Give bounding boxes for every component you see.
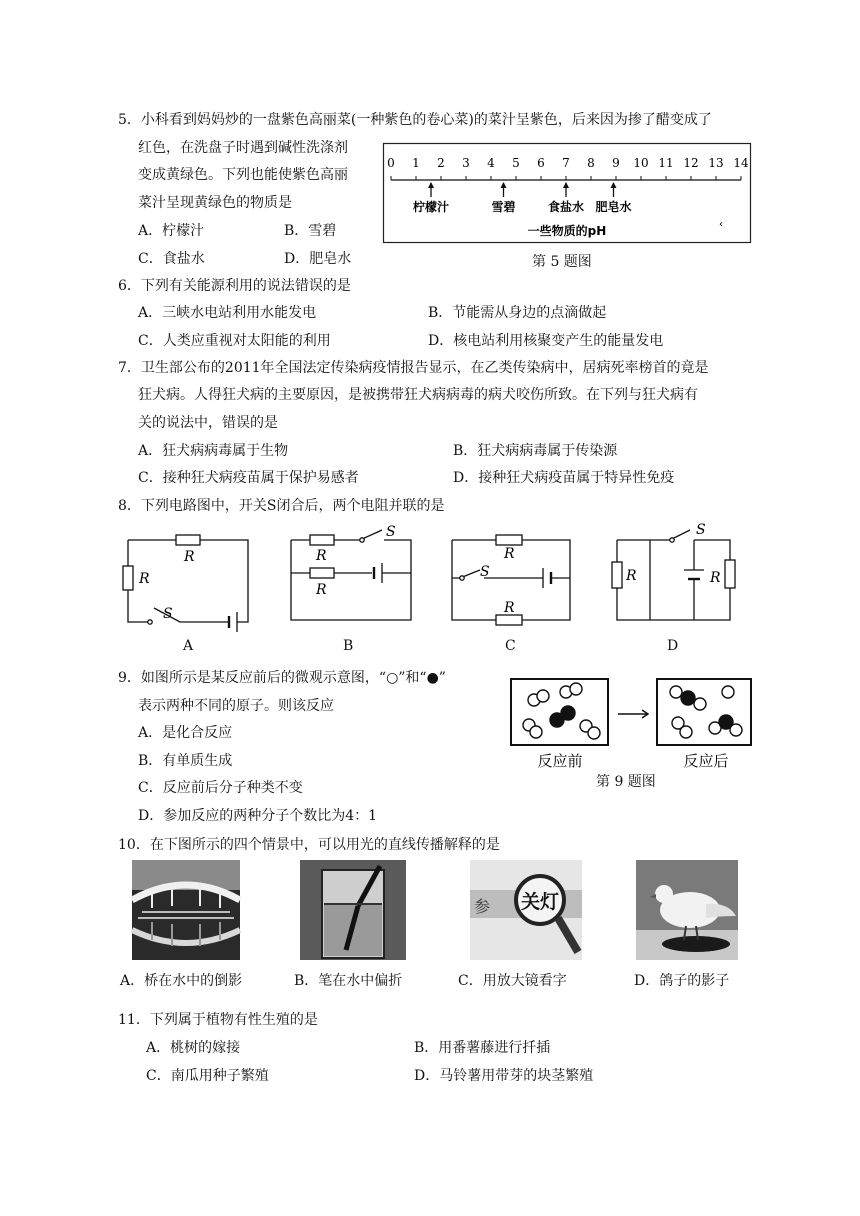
circuit-c-label: C (505, 638, 516, 654)
photo-bridge-reflection (132, 860, 240, 960)
reaction-after-label: 反应后 (683, 752, 729, 770)
q5-figure-caption: 第 5 题图 (532, 254, 592, 270)
q10-stem: 10．在下图所示的四个情景中，可以用光的直线传播解释的是 (118, 837, 500, 853)
q5-stem-line2: 红色，在洗盘子时遇到碱性洗涤剂 (138, 140, 348, 156)
q5-stem-line4: 菜汁呈现黄绿色的物质是 (138, 195, 292, 211)
ph-tick-label: 3 (462, 156, 470, 170)
ph-tick-label: 1 (412, 156, 420, 170)
q6-option-c: C．人类应重视对太阳能的利用 (138, 333, 331, 349)
q5-option-a: A．柠檬汁 (138, 223, 205, 239)
ph-marker-label: 雪碧 (491, 200, 516, 214)
ph-tick-label: 5 (512, 156, 520, 170)
q9-option-c: C．反应前后分子种类不变 (138, 780, 303, 796)
ph-tick-label: 8 (587, 156, 595, 170)
q9-stem-line2: 表示两种不同的原子。则该反应 (138, 698, 334, 714)
q5-option-b: B．雪碧 (284, 223, 337, 239)
q9-option-b: B．有单质生成 (138, 753, 233, 769)
ph-tick-label: 12 (683, 156, 699, 170)
q5-stem-line1: 5．小科看到妈妈炒的一盘紫色高丽菜(一种紫色的卷心菜)的菜汁呈紫色，后来因为掺了醋变成了 (118, 112, 712, 128)
circuit-b-r2: R (316, 582, 327, 598)
ph-tick-label: 10 (633, 156, 649, 170)
q8-stem: 8．下列电路图中，开关S闭合后，两个电阻并联的是 (118, 498, 445, 514)
circuit-c-r2: R (504, 600, 515, 616)
ph-figure-title: 一些物质的pH (527, 224, 607, 238)
circuit-b (288, 524, 414, 624)
circuit-d-r2: R (710, 570, 721, 586)
circuit-d-label: D (667, 638, 679, 654)
ph-marker-arrowhead (501, 182, 507, 188)
circuit-d-switch: S (696, 522, 706, 538)
q11-option-d: D．马铃薯用带芽的块茎繁殖 (414, 1068, 594, 1084)
q11-option-c: C．南瓜用种子繁殖 (146, 1068, 269, 1084)
reaction-diagram (510, 678, 754, 776)
circuit-b-r1: R (316, 548, 327, 564)
ph-tick-label: 7 (562, 156, 570, 170)
q7-option-c: C．接种狂犬病疫苗属于保护易感者 (138, 470, 359, 486)
circuit-c-r1: R (504, 546, 515, 562)
ph-marker-label: 柠檬汁 (412, 200, 450, 214)
reaction-before-label: 反应前 (537, 752, 583, 770)
q7-option-b: B．狂犬病病毒属于传染源 (453, 443, 618, 459)
ph-figure-mark: ‹ (719, 219, 723, 230)
ph-marker-arrowhead (428, 182, 434, 188)
ph-marker-arrowhead (563, 182, 569, 188)
q6-stem: 6．下列有关能源利用的说法错误的是 (118, 278, 351, 294)
ph-tick-label: 4 (487, 156, 495, 170)
q7-stem-line3: 关的说法中，错误的是 (138, 415, 278, 431)
q5-option-d: D．肥皂水 (284, 251, 352, 267)
circuit-d (612, 522, 738, 624)
circuit-d-r1: R (626, 568, 637, 584)
circuit-b-switch: S (386, 524, 396, 540)
ph-marker-arrowhead (611, 182, 617, 188)
q5-option-c: C．食盐水 (138, 251, 205, 267)
circuit-b-label: B (343, 638, 354, 654)
q6-option-d: D．核电站利用核聚变产生的能量发电 (428, 333, 664, 349)
q6-option-a: A．三峡水电站利用水能发电 (138, 305, 317, 321)
q10-option-a: A．桥在水中的倒影 (120, 973, 243, 989)
q6-option-b: B．节能需从身边的点滴做起 (428, 305, 607, 321)
q10-option-d: D．鸽子的影子 (634, 973, 730, 989)
q11-stem: 11．下列属于植物有性生殖的是 (118, 1012, 318, 1028)
circuit-a-r2: R (139, 571, 150, 587)
ph-scale-figure (383, 143, 751, 243)
circuit-a-r1: R (184, 549, 195, 565)
magnifier-text: 关灯 (520, 891, 560, 913)
ph-tick-label: 13 (708, 156, 724, 170)
magnifier-bg-text: 参 (474, 897, 491, 916)
ph-marker-label: 食盐水 (547, 200, 585, 214)
q11-option-a: A．桃树的嫁接 (146, 1040, 241, 1056)
photo-pigeon-shadow (636, 860, 738, 960)
q9-option-d: D．参加反应的两种分子个数比为4：1 (138, 808, 378, 824)
ph-tick-label: 2 (437, 156, 445, 170)
circuit-a-label: A (183, 638, 194, 654)
ph-marker-label: 肥皂水 (595, 200, 632, 214)
q9-stem-line1: 9．如图所示是某反应前后的微观示意图，“○”和“●” (118, 670, 446, 686)
q9-figure-caption: 第 9 题图 (596, 774, 656, 790)
q10-option-b: B．笔在水中偏折 (294, 973, 403, 989)
q7-stem-line1: 7．卫生部公布的2011年全国法定传染病疫情报告显示，在乙类传染病中，居病死率榜首的竟是 (118, 360, 709, 376)
circuit-a (118, 528, 258, 628)
photo-pen-in-water (300, 860, 406, 960)
ph-tick-label: 9 (612, 156, 620, 170)
circuit-a-switch: S (163, 606, 173, 622)
q7-stem-line2: 狂犬病。人得狂犬病的主要原因，是被携带狂犬病病毒的病犬咬伤所致。在下列与狂犬病有 (138, 387, 698, 403)
q7-option-d: D．接种狂犬病疫苗属于特异性免疫 (453, 470, 675, 486)
circuit-c (450, 528, 572, 624)
ph-tick-label: 14 (733, 156, 749, 170)
q11-option-b: B．用番薯藤进行扦插 (414, 1040, 551, 1056)
q10-option-c: C．用放大镜看字 (458, 973, 567, 989)
q9-option-a: A．是化合反应 (138, 725, 233, 741)
circuit-c-switch: S (480, 564, 490, 580)
q5-stem-line3: 变成黄绿色。下列也能使紫色高丽 (138, 167, 348, 183)
ph-tick-label: 0 (387, 156, 395, 170)
ph-tick-label: 6 (537, 156, 545, 170)
photo-magnifier (470, 860, 582, 960)
ph-tick-label: 11 (658, 156, 674, 170)
q7-option-a: A．狂犬病病毒属于生物 (138, 443, 289, 459)
